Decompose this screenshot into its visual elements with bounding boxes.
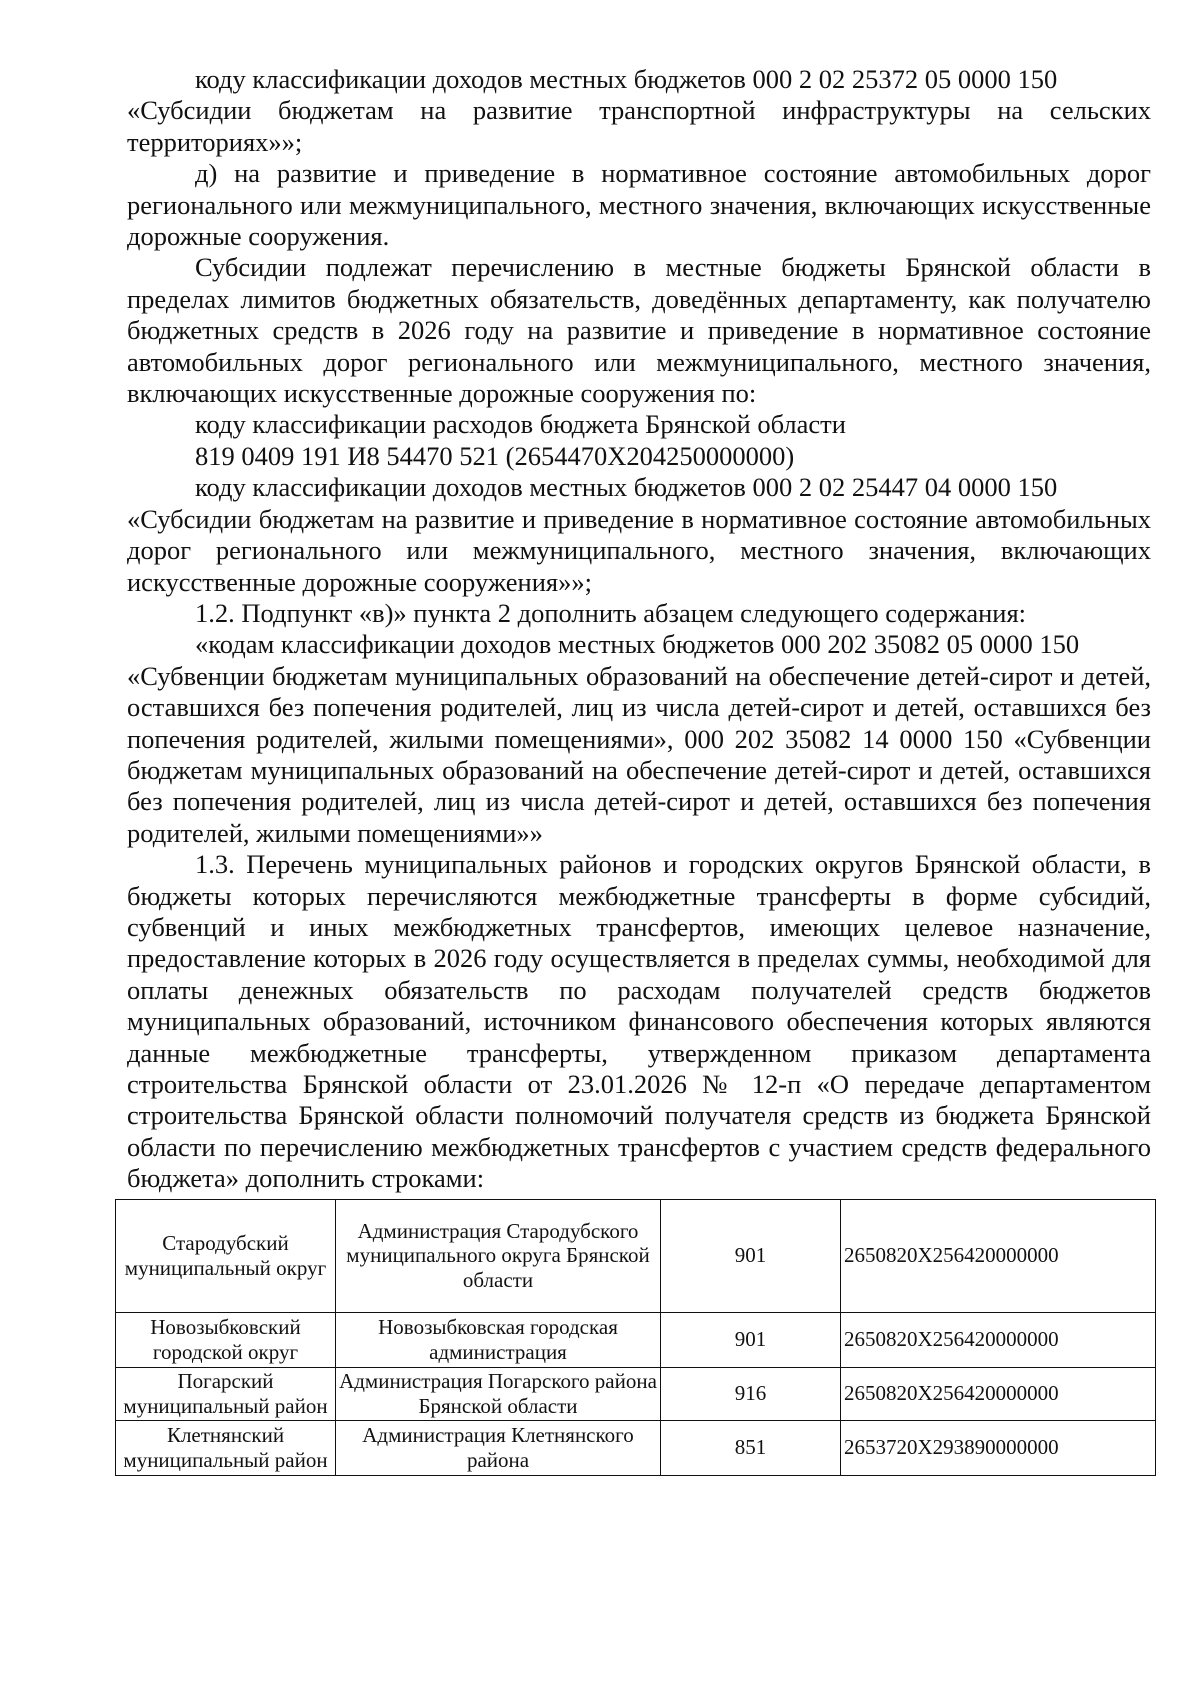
paragraph: «Субсидии бюджетам на развитие транспортной инфраструктуры на сельских территориях»»; xyxy=(127,95,1151,157)
administration-cell: Администрация Клетнянского района xyxy=(336,1420,661,1475)
paragraph: 1.2. Подпункт «в)» пункта 2 дополнить абзацем следующего содержания: xyxy=(195,597,1027,628)
paragraph: коду классификации доходов местных бюджетов 000 2 02 25447 04 0000 150 xyxy=(195,472,1058,503)
paragraph: «Субсидии бюджетам на развитие и приведение в нормативное состояние автомобильных дорог регионального или межмуниципального, местного значения, включающих искусственные дорожные сооружения»»; xyxy=(127,503,1151,597)
id-cell: 2650820X256420000000 xyxy=(841,1199,1156,1312)
transfers-table-wrapper xyxy=(115,1199,1152,1476)
paragraph: коду классификации расходов бюджета Брянской области xyxy=(195,409,846,440)
id-cell: 2653720X293890000000 xyxy=(841,1420,1156,1475)
table-row xyxy=(116,1312,1156,1367)
document-body xyxy=(127,64,1151,1195)
table-row xyxy=(116,1199,1156,1312)
id-cell: 2650820X256420000000 xyxy=(841,1367,1156,1420)
id-cell: 2650820X256420000000 xyxy=(841,1312,1156,1367)
administration-cell: Новозыбковская городская администрация xyxy=(336,1312,661,1367)
code-cell: 916 xyxy=(661,1367,841,1420)
table-row xyxy=(116,1420,1156,1475)
paragraph: д) на развитие и приведение в нормативное состояние автомобильных дорог регионального или межмуниципального, местного значения, включающих искусственные дорожные сооружения. xyxy=(127,158,1151,252)
administration-cell: Администрация Стародубского муниципального округа Брянской области xyxy=(336,1199,661,1312)
district-cell: Стародубский муниципальный округ xyxy=(116,1199,336,1312)
paragraph: коду классификации доходов местных бюджетов 000 2 02 25372 05 0000 150 xyxy=(195,64,1058,94)
code-cell: 901 xyxy=(661,1312,841,1367)
table-row xyxy=(116,1367,1156,1420)
transfers-table xyxy=(115,1199,1156,1476)
paragraph: 819 0409 191 И8 54470 521 (2654470X204250000000) xyxy=(195,440,795,471)
district-cell: Погарский муниципальный район xyxy=(116,1367,336,1420)
code-cell: 901 xyxy=(661,1199,841,1312)
district-cell: Клетнянский муниципальный район xyxy=(116,1420,336,1475)
paragraph: «Субвенции бюджетам муниципальных образований на обеспечение детей-сирот и детей, оставшихся без попечения родителей, лиц из числа детей-сирот и детей, оставшихся без попечения родителей, жилыми помещениями», 000 202 35082 14 0000 150 «Субвенции бюджетам муниципальных образований на обеспечение детей-сирот и детей, оставшихся без попечения родителей, лиц из числа детей-сирот и детей, оставшихся без попечения родителей, жилыми помещениями»» xyxy=(127,660,1151,848)
paragraph: «кодам классификации доходов местных бюджетов 000 202 35082 05 0000 150 xyxy=(195,629,1080,660)
administration-cell: Администрация Погарского района Брянской области xyxy=(336,1367,661,1420)
code-cell: 851 xyxy=(661,1420,841,1475)
paragraph: 1.3. Перечень муниципальных районов и городских округов Брянской области, в бюджеты которых перечисляются межбюджетные трансферты в форме субсидий, субвенций и иных межбюджетных трансфертов, имеющих целевое назначение, предоставление которых в 2026 году осуществляется в пределах суммы, необходимой для оплаты денежных обязательств по расходам получателей средств бюджетов муниципальных образований, источником финансового обеспечения которых являются данные межбюджетные трансферты, утвержденном приказом департамента строительства Брянской области от 23.01.2026 № 12-п «О передаче департаментом строительства Брянской области полномочий получателя средств из бюджета Брянской области по перечислению межбюджетных трансфертов с участием средств федерального бюджета» дополнить строками: xyxy=(127,849,1151,1194)
district-cell: Новозыбковский городской округ xyxy=(116,1312,336,1367)
paragraph: Субсидии подлежат перечислению в местные бюджеты Брянской области в пределах лимитов бюджетных обязательств, доведённых департаменту, как получателю бюджетных средств в 2026 году на развитие и приведение в нормативное состояние автомобильных дорог регионального или межмуниципального, местного значения, включающих искусственные дорожные сооружения по: xyxy=(127,252,1151,409)
